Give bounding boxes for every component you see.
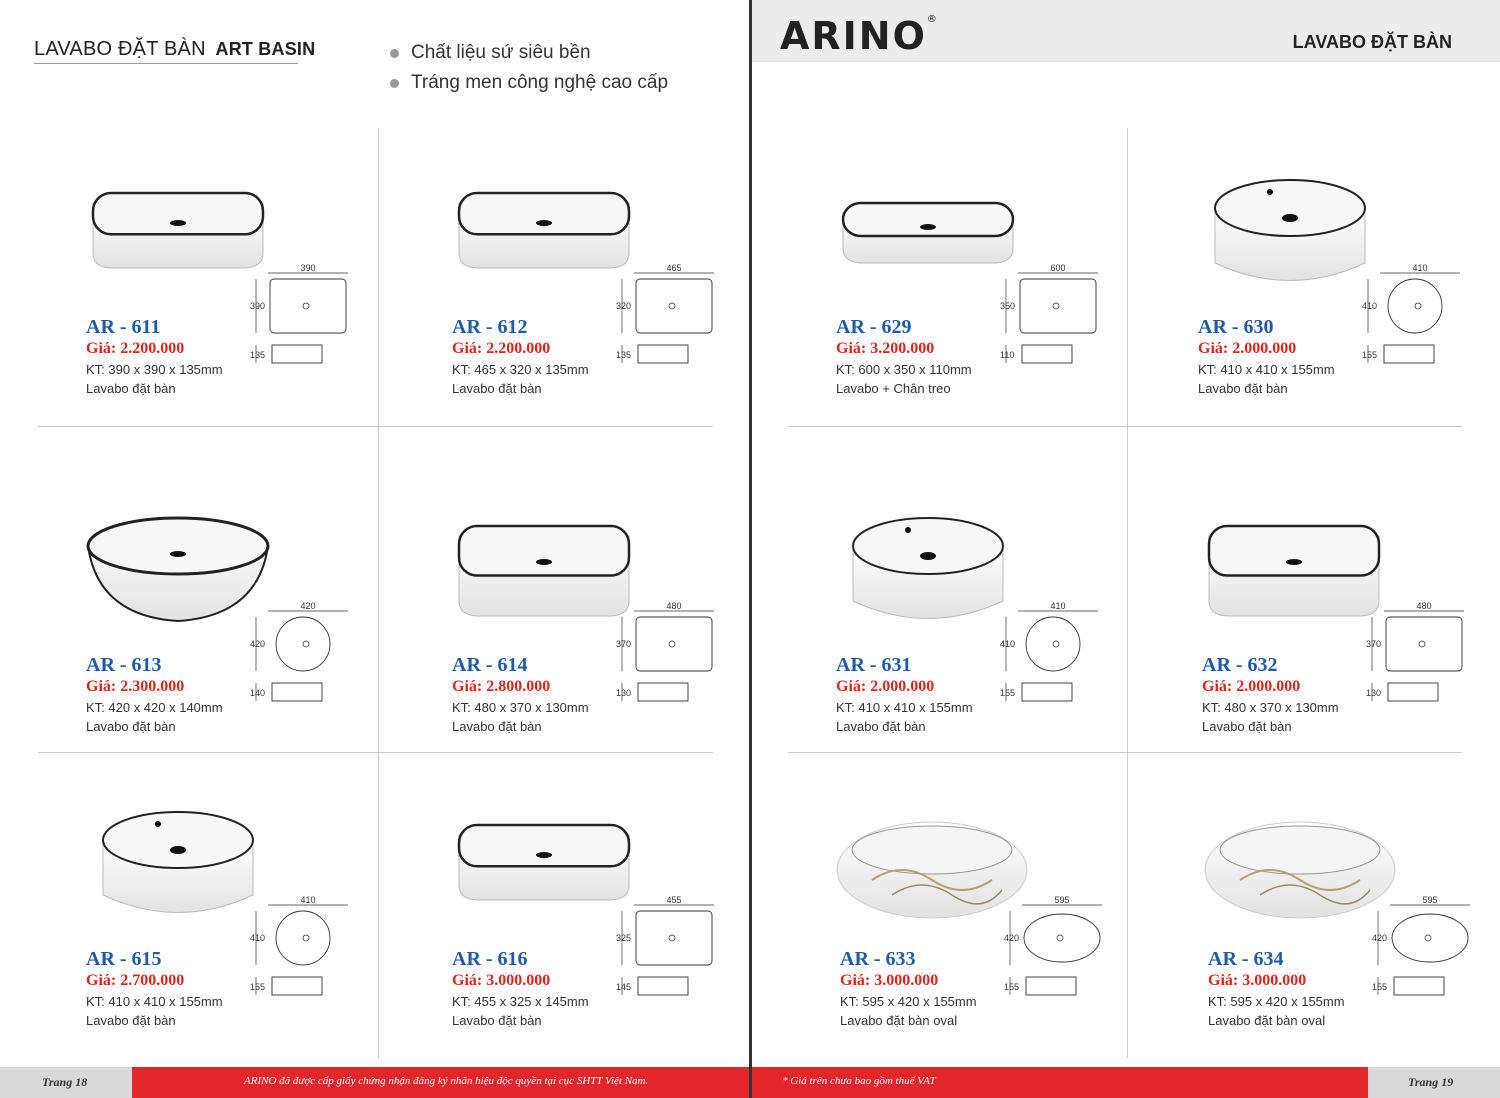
price-label: Giá: bbox=[1208, 972, 1239, 989]
brand-name: ARINO bbox=[780, 14, 927, 58]
price-label: Giá: bbox=[86, 678, 117, 695]
product-dimensions: KT: 465 x 320 x 135mm bbox=[452, 362, 589, 377]
product-dimensions: KT: 390 x 390 x 135mm bbox=[86, 362, 223, 377]
product-price bbox=[1208, 972, 1306, 990]
height-label: 145 bbox=[616, 982, 632, 992]
footer-note: * Giá trên chưa bao gồm thuế VAT bbox=[782, 1075, 936, 1087]
width-label: 595 bbox=[1422, 895, 1438, 905]
page-title bbox=[34, 38, 315, 61]
product-code: AR - 612 bbox=[452, 316, 528, 338]
price-value: 2.000.000 bbox=[870, 678, 935, 695]
width-label: 465 bbox=[666, 263, 682, 273]
width-label: 420 bbox=[300, 601, 316, 611]
depth-label: 370 bbox=[1366, 639, 1382, 649]
price-label: Giá: bbox=[1198, 340, 1229, 357]
product-dimensions: KT: 410 x 410 x 155mm bbox=[836, 700, 973, 715]
footer-bar bbox=[752, 1067, 1368, 1098]
depth-label: 420 bbox=[1372, 933, 1388, 943]
product-price bbox=[840, 972, 938, 990]
width-label: 455 bbox=[666, 895, 682, 905]
dimension-diagram bbox=[614, 601, 724, 721]
height-label: 155 bbox=[1362, 350, 1378, 360]
height-label: 140 bbox=[250, 688, 266, 698]
dimension-diagram bbox=[998, 601, 1108, 721]
dimension-diagram bbox=[1360, 263, 1470, 383]
product-dimensions: KT: 410 x 410 x 155mm bbox=[1198, 362, 1335, 377]
registered-mark: ® bbox=[926, 14, 939, 25]
price-label: Giá: bbox=[86, 340, 117, 357]
height-label: 130 bbox=[616, 688, 632, 698]
depth-label: 410 bbox=[250, 933, 266, 943]
height-label: 135 bbox=[250, 350, 266, 360]
product-description: Lavabo + Chân treo bbox=[836, 381, 951, 396]
grid-divider bbox=[378, 128, 379, 1058]
product-card bbox=[38, 760, 368, 1060]
product-price bbox=[1202, 678, 1300, 696]
price-label: Giá: bbox=[452, 972, 483, 989]
height-label: 135 bbox=[616, 350, 632, 360]
product-description: Lavabo đặt bàn bbox=[86, 381, 176, 396]
dimension-diagram bbox=[248, 601, 358, 721]
width-label: 480 bbox=[666, 601, 682, 611]
brand-logo bbox=[780, 14, 939, 58]
product-card bbox=[1160, 760, 1490, 1060]
dimension-diagram bbox=[248, 263, 358, 383]
product-code: AR - 632 bbox=[1202, 654, 1278, 676]
price-label: Giá: bbox=[836, 678, 867, 695]
depth-label: 370 bbox=[616, 639, 632, 649]
product-description: Lavabo đặt bàn bbox=[1202, 719, 1292, 734]
product-dimensions: KT: 480 x 370 x 130mm bbox=[1202, 700, 1339, 715]
width-label: 410 bbox=[300, 895, 316, 905]
price-value: 2.000.000 bbox=[1232, 340, 1297, 357]
price-value: 3.200.000 bbox=[870, 340, 935, 357]
footer-page-box bbox=[1368, 1067, 1500, 1098]
product-price bbox=[452, 678, 550, 696]
product-price bbox=[836, 678, 934, 696]
product-code: AR - 633 bbox=[840, 948, 916, 970]
product-card bbox=[404, 466, 734, 766]
product-price bbox=[86, 340, 184, 358]
price-value: 2.300.000 bbox=[120, 678, 185, 695]
height-label: 155 bbox=[250, 982, 266, 992]
width-label: 390 bbox=[300, 263, 316, 273]
depth-label: 320 bbox=[616, 301, 632, 311]
page-title-text: LAVABO ĐẶT BÀN bbox=[34, 38, 206, 60]
product-dimensions: KT: 480 x 370 x 130mm bbox=[452, 700, 589, 715]
product-code: AR - 613 bbox=[86, 654, 162, 676]
product-card bbox=[792, 760, 1122, 1060]
product-card bbox=[788, 466, 1118, 766]
height-label: 155 bbox=[1004, 982, 1020, 992]
product-card bbox=[38, 128, 368, 428]
bullet-icon bbox=[390, 49, 399, 58]
product-description: Lavabo đặt bàn bbox=[86, 719, 176, 734]
depth-label: 420 bbox=[250, 639, 266, 649]
page-number: Trang 18 bbox=[42, 1075, 88, 1089]
product-price bbox=[452, 972, 550, 990]
page-title-bold: ART BASIN bbox=[215, 39, 316, 59]
product-price bbox=[86, 678, 184, 696]
product-code: AR - 611 bbox=[86, 316, 161, 338]
product-description: Lavabo đặt bàn bbox=[452, 719, 542, 734]
product-code: AR - 631 bbox=[836, 654, 912, 676]
product-code: AR - 614 bbox=[452, 654, 528, 676]
product-card bbox=[404, 128, 734, 428]
depth-label: 410 bbox=[1000, 639, 1016, 649]
feature-item bbox=[390, 72, 668, 94]
product-code: AR - 616 bbox=[452, 948, 528, 970]
product-price bbox=[1198, 340, 1296, 358]
product-description: Lavabo đặt bàn oval bbox=[1208, 1013, 1326, 1028]
product-description: Lavabo đặt bàn bbox=[452, 381, 542, 396]
dimension-diagram bbox=[998, 263, 1108, 383]
price-label: Giá: bbox=[452, 340, 483, 357]
depth-label: 420 bbox=[1004, 933, 1020, 943]
product-description: Lavabo đặt bàn bbox=[86, 1013, 176, 1028]
feature-item bbox=[390, 42, 668, 64]
bullet-icon bbox=[390, 79, 399, 88]
footer-note: ARINO đã được cấp giấy chứng nhận đăng ký nhãn hiệu độc quyền tại cục SHTT Việt Nam. bbox=[244, 1075, 649, 1087]
grid-divider bbox=[1127, 128, 1128, 1058]
price-value: 2.000.000 bbox=[1236, 678, 1301, 695]
width-label: 410 bbox=[1050, 601, 1066, 611]
price-label: Giá: bbox=[836, 340, 867, 357]
product-card bbox=[1150, 128, 1480, 428]
product-card bbox=[1154, 466, 1484, 766]
price-value: 3.000.000 bbox=[486, 972, 551, 989]
feature-text: Tráng men công nghệ cao cấp bbox=[411, 72, 669, 93]
product-card bbox=[404, 760, 734, 1060]
page-title: LAVABO ĐẶT BÀN bbox=[1292, 32, 1452, 52]
price-value: 2.200.000 bbox=[120, 340, 185, 357]
depth-label: 350 bbox=[1000, 301, 1016, 311]
product-dimensions: KT: 595 x 420 x 155mm bbox=[840, 994, 977, 1009]
price-label: Giá: bbox=[1202, 678, 1233, 695]
footer-bar bbox=[132, 1067, 749, 1098]
depth-label: 390 bbox=[250, 301, 266, 311]
page-header bbox=[752, 0, 1500, 62]
product-card bbox=[788, 128, 1118, 428]
height-label: 110 bbox=[1000, 350, 1015, 360]
price-value: 3.000.000 bbox=[874, 972, 939, 989]
product-code: AR - 629 bbox=[836, 316, 912, 338]
depth-label: 410 bbox=[1362, 301, 1378, 311]
feature-text: Chất liệu sứ siêu bền bbox=[411, 42, 591, 63]
price-value: 2.800.000 bbox=[486, 678, 551, 695]
width-label: 595 bbox=[1054, 895, 1070, 905]
feature-list bbox=[390, 42, 668, 102]
product-dimensions: KT: 455 x 325 x 145mm bbox=[452, 994, 589, 1009]
product-description: Lavabo đặt bàn bbox=[1198, 381, 1288, 396]
product-code: AR - 634 bbox=[1208, 948, 1284, 970]
height-label: 155 bbox=[1372, 982, 1388, 992]
height-label: 130 bbox=[1366, 688, 1382, 698]
price-label: Giá: bbox=[840, 972, 871, 989]
product-price bbox=[86, 972, 184, 990]
dimension-diagram bbox=[614, 895, 724, 1015]
page-number: Trang 19 bbox=[1408, 1075, 1454, 1089]
product-description: Lavabo đặt bàn oval bbox=[840, 1013, 958, 1028]
width-label: 600 bbox=[1050, 263, 1066, 273]
product-price bbox=[452, 340, 550, 358]
product-dimensions: KT: 600 x 350 x 110mm bbox=[836, 362, 972, 377]
dimension-diagram bbox=[1370, 895, 1480, 1015]
dimension-diagram bbox=[1364, 601, 1474, 721]
dimension-diagram bbox=[1002, 895, 1112, 1015]
price-value: 2.200.000 bbox=[486, 340, 551, 357]
title-underline bbox=[34, 63, 298, 64]
height-label: 155 bbox=[1000, 688, 1016, 698]
width-label: 480 bbox=[1416, 601, 1432, 611]
dimension-diagram bbox=[248, 895, 358, 1015]
depth-label: 325 bbox=[616, 933, 632, 943]
product-dimensions: KT: 410 x 410 x 155mm bbox=[86, 994, 223, 1009]
product-price bbox=[836, 340, 934, 358]
product-dimensions: KT: 595 x 420 x 155mm bbox=[1208, 994, 1345, 1009]
product-description: Lavabo đặt bàn bbox=[452, 1013, 542, 1028]
product-description: Lavabo đặt bàn bbox=[836, 719, 926, 734]
price-value: 3.000.000 bbox=[1242, 972, 1307, 989]
product-code: AR - 615 bbox=[86, 948, 162, 970]
price-label: Giá: bbox=[86, 972, 117, 989]
product-dimensions: KT: 420 x 420 x 140mm bbox=[86, 700, 223, 715]
dimension-diagram bbox=[614, 263, 724, 383]
footer-page-box bbox=[0, 1067, 132, 1098]
product-card bbox=[38, 466, 368, 766]
product-code: AR - 630 bbox=[1198, 316, 1274, 338]
price-label: Giá: bbox=[452, 678, 483, 695]
price-value: 2.700.000 bbox=[120, 972, 185, 989]
width-label: 410 bbox=[1412, 263, 1428, 273]
